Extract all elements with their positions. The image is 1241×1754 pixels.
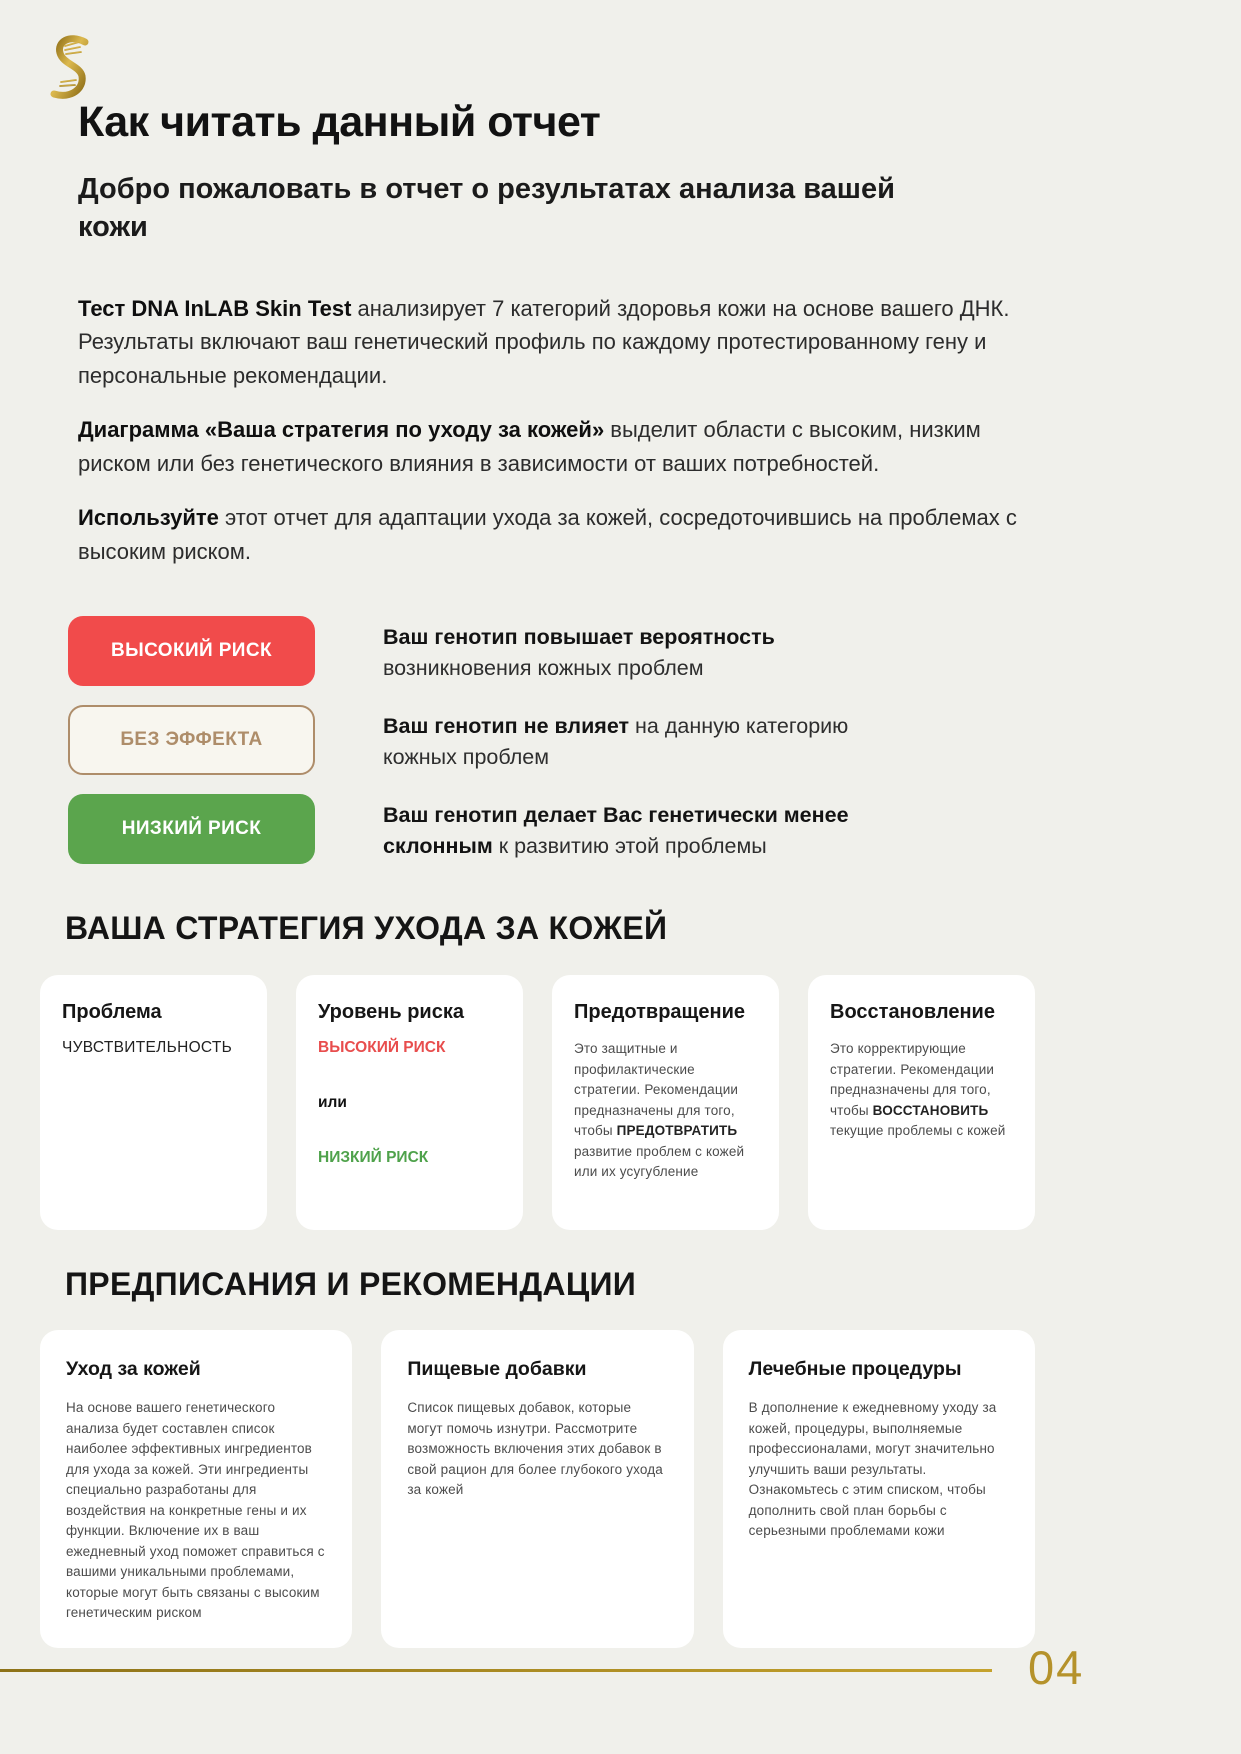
treatments-body: В дополнение к ежедневному уходу за кожей, процедуры, выполняемые профессионалами, могут значительно улучшить ваши результаты. Ознакомьтесь с этим списком, чтобы дополнить свой план борьбы с серьезными проблемами кожи: [748, 1400, 997, 1539]
legend-row-high-risk: [68, 616, 888, 686]
legend-rest: к развитию этой проблемы: [492, 833, 767, 858]
card-title: Уровень риска: [318, 1001, 464, 1023]
intro-bold-lead: Используйте: [78, 505, 219, 531]
problem-value: ЧУВСТВИТЕЛЬНОСТЬ: [62, 1039, 233, 1056]
strategy-section-heading: ВАША СТРАТЕГИЯ УХОДА ЗА КОЖЕЙ: [65, 910, 668, 946]
intro-paragraphs: [78, 292, 1018, 589]
legend-bold: Ваш генотип повышает вероятность: [383, 625, 775, 649]
body-text: Это корректирующие стратегии. Рекомендации предназначены для того, чтобы: [830, 1041, 995, 1118]
card-title: Проблема: [62, 1001, 162, 1023]
prescriptions-section-heading: ПРЕДПИСАНИЯ И РЕКОМЕНДАЦИИ: [65, 1266, 637, 1302]
body-text: Это защитные и профилактические стратегии. Рекомендации предназначены для того, чтобы: [574, 1041, 739, 1139]
legend-bold: Ваш генотип не влияет: [383, 714, 630, 738]
strategy-card-restoration: [808, 975, 1035, 1230]
strategy-card-prevention: [552, 975, 779, 1230]
low-risk-badge: НИЗКИЙ РИСК: [68, 794, 315, 864]
strategy-card-problem: [40, 975, 267, 1230]
intro-paragraph: [78, 413, 1018, 480]
footer-gold-rule: [0, 1669, 992, 1672]
card-title: Лечебные процедуры: [748, 1358, 962, 1380]
prescription-card-supplements: [381, 1330, 693, 1648]
restoration-body: [830, 1039, 1013, 1142]
intro-paragraph: [78, 292, 1018, 392]
intro-bold-lead: Тест DNA InLAB Skin Test: [78, 296, 352, 321]
page-subtitle: Добро пожаловать в отчет о результатах анализа вашей кожи: [78, 173, 895, 244]
body-emphasis: ПРЕДОТВРАТИТЬ: [616, 1123, 738, 1139]
intro-paragraph: [78, 501, 1018, 568]
low-risk-description: [383, 794, 888, 861]
risk-high-label: ВЫСОКИЙ РИСК: [318, 1039, 446, 1056]
strategy-card-risk-level: [296, 975, 523, 1230]
no-effect-badge: БЕЗ ЭФФЕКТА: [68, 705, 315, 775]
legend-bold: Ваш генотип делает Вас генетически менее склонным: [383, 803, 849, 858]
high-risk-badge: ВЫСОКИЙ РИСК: [68, 616, 315, 686]
card-title: Восстановление: [830, 1001, 995, 1023]
prescription-card-skincare: [40, 1330, 352, 1648]
intro-text: выделит области с высоким, низким риском или без генетического влияния в зависимости от ваших потребностей.: [78, 417, 981, 476]
supplements-body: Список пищевых добавок, которые могут помочь изнутри. Рассмотрите возможность включения этих добавок в свой рацион для более глубокого ухода за кожей: [407, 1400, 663, 1498]
body-emphasis: ВОССТАНОВИТЬ: [872, 1102, 989, 1118]
legend-rest: на данную категорию кожных проблем: [383, 714, 849, 769]
intro-text: анализирует 7 категорий здоровья кожи на основе вашего ДНК. Результаты включают ваш генетический профиль по каждому протестированному гену и персональные рекомендации.: [78, 296, 1010, 388]
risk-low-label: НИЗКИЙ РИСК: [318, 1149, 429, 1166]
legend-row-low-risk: [68, 794, 888, 864]
intro-text: этот отчет для адаптации ухода за кожей, сосредоточившись на проблемах с высоким риском.: [78, 505, 1017, 564]
legend-rest: возникновения кожных проблем: [383, 655, 704, 680]
intro-bold-lead: Диаграмма «Ваша стратегия по уходу за кожей»: [78, 417, 605, 443]
skincare-body: На основе вашего генетического анализа будет составлен список наиболее эффективных ингредиентов для ухода за кожей. Эти ингредиенты специально разработаны для воздействия на конкретные гены и их функции. Включение их в ваш ежедневный уход поможет справиться с вашими уникальными проблемами, которые могут быть связаны с высоким генетическим риском: [66, 1400, 325, 1621]
strategy-cards: [40, 975, 1035, 1230]
prescription-cards: [40, 1330, 1035, 1648]
body-text: текущие проблемы с кожей: [830, 1123, 1006, 1139]
legend-row-no-effect: [68, 705, 888, 775]
body-text: развитие проблем с кожей или их усугубление: [574, 1143, 745, 1180]
prescription-card-treatments: [723, 1330, 1035, 1648]
no-effect-description: [383, 705, 888, 772]
page-title: Как читать данный отчет: [78, 98, 601, 146]
prevention-body: [574, 1039, 757, 1183]
card-title: Уход за кожей: [66, 1358, 201, 1380]
risk-or-label: или: [318, 1094, 347, 1111]
card-title: Пищевые добавки: [407, 1358, 587, 1380]
card-title: Предотвращение: [574, 1001, 746, 1023]
risk-legend: [68, 616, 888, 883]
high-risk-description: [383, 616, 888, 683]
page-number: 04: [1028, 1641, 1085, 1694]
